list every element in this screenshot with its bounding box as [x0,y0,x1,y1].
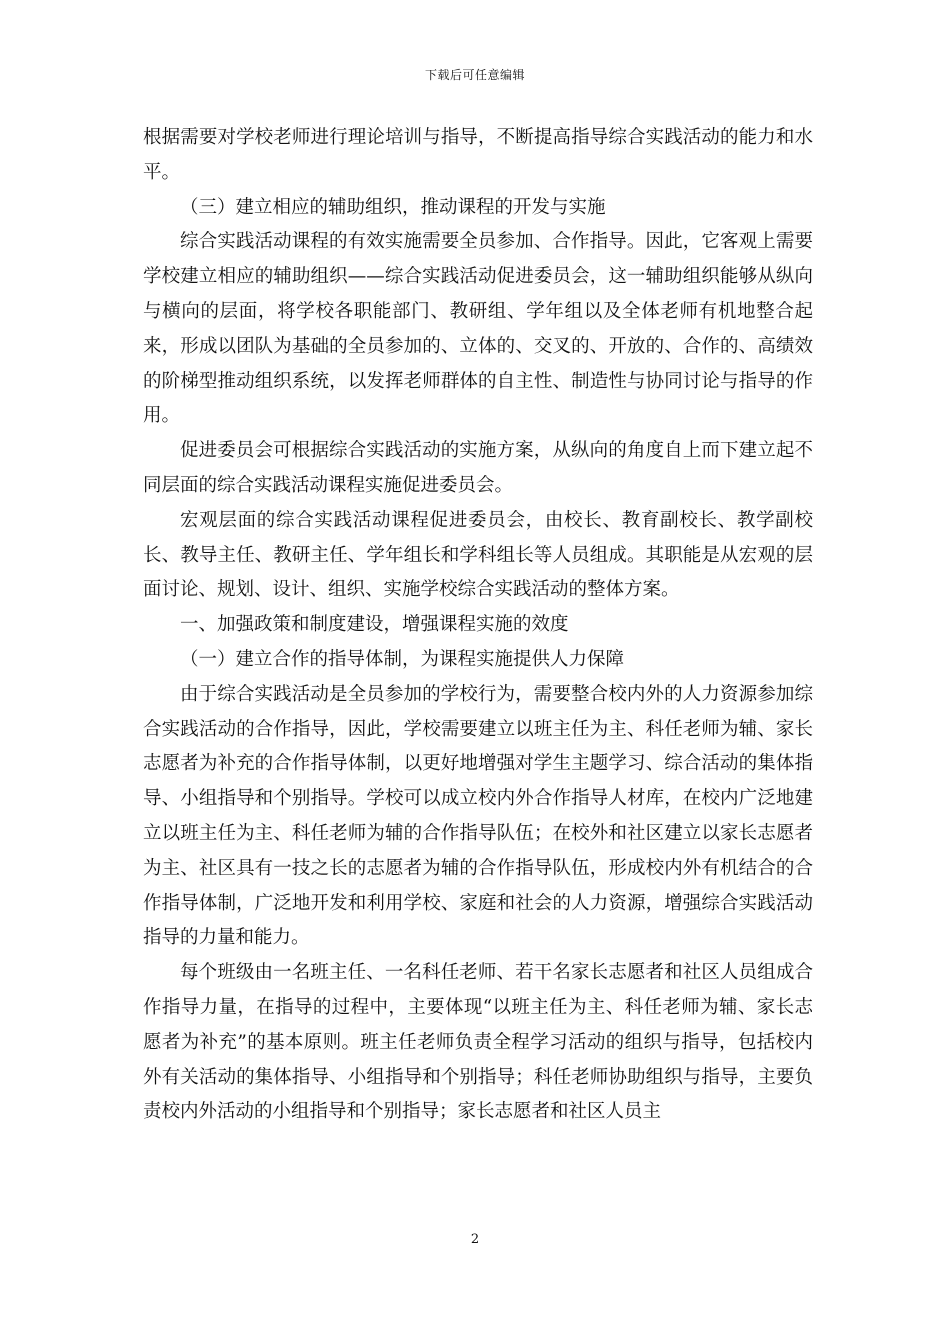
section-heading: （一）建立合作的指导体制，为课程实施提供人力保障 [180,648,625,670]
paragraph: 综合实践活动课程的有效实施需要全员参加、合作指导。因此，它客观上需要学校建立相应的辅助组织——综合实践活动促进委员会，这一辅助组织能够从纵向与横向的层面，将学校各职能部门、教研组、学年组以及全体老师有机地整合起来，形成以团队为基础的全员参加的、立体的、交叉的、开放的、合作的、高绩效的阶梯型推动组织系统，以发挥老师群体的自主性、制造性与协同讨论与指导的作用。 [143,231,813,427]
paragraph: 根据需要对学校老师进行理论培训与指导，不断提高指导综合实践活动的能力和水平。 [143,127,813,183]
paragraph: 每个班级由一名班主任、一名科任老师、若干名家长志愿者和社区人员组成合作指导力量，在指导的过程中，主要体现“以班主任为主、科任老师为辅、家长志愿者为补充”的基本原则。班主任老师负责全程学习活动的组织与指导，包括校内外有关活动的集体指导、小组指导和个别指导；科任老师协助组织与指导，主要负责校内外活动的小组指导和个别指导；家长志愿者和社区人员主 [143,962,813,1123]
page-number: 2 [470,1232,480,1247]
paragraph: 宏观层面的综合实践活动课程促进委员会，由校长、教育副校长、教学副校长、教导主任、教研主任、学年组长和学科组长等人员组成。其职能是从宏观的层面讨论、规划、设计、组织、实施学校综合实践活动的整体方案。 [143,509,813,601]
page-header: 下载后可任意编辑 [424,68,525,82]
section-heading: （三）建立相应的辅助组织，推动课程的开发与实施 [180,196,606,218]
paragraph: 由于综合实践活动是全员参加的学校行为，需要整合校内外的人力资源参加综合实践活动的合作指导，因此，学校需要建立以班主任为主、科任老师为辅、家长志愿者为补充的合作指导体制，以更好地增强对学生主题学习、综合活动的集体指导、小组指导和个别指导。学校可以成立校内外合作指导人材库，在校内广泛地建立以班主任为主、科任老师为辅的合作指导队伍；在校外和社区建立以家长志愿者为主、社区具有一技之长的志愿者为辅的合作指导队伍，形成校内外有机结合的合作指导体制，广泛地开发和利用学校、家庭和社会的人力资源，增强综合实践活动指导的力量和能力。 [143,683,813,949]
document-body [143,121,813,1130]
paragraph: 促进委员会可根据综合实践活动的实施方案，从纵向的角度自上而下建立起不同层面的综合实践活动课程实施促进委员会。 [143,440,813,496]
section-heading: 一、加强政策和制度建设，增强课程实施的效度 [180,614,569,636]
